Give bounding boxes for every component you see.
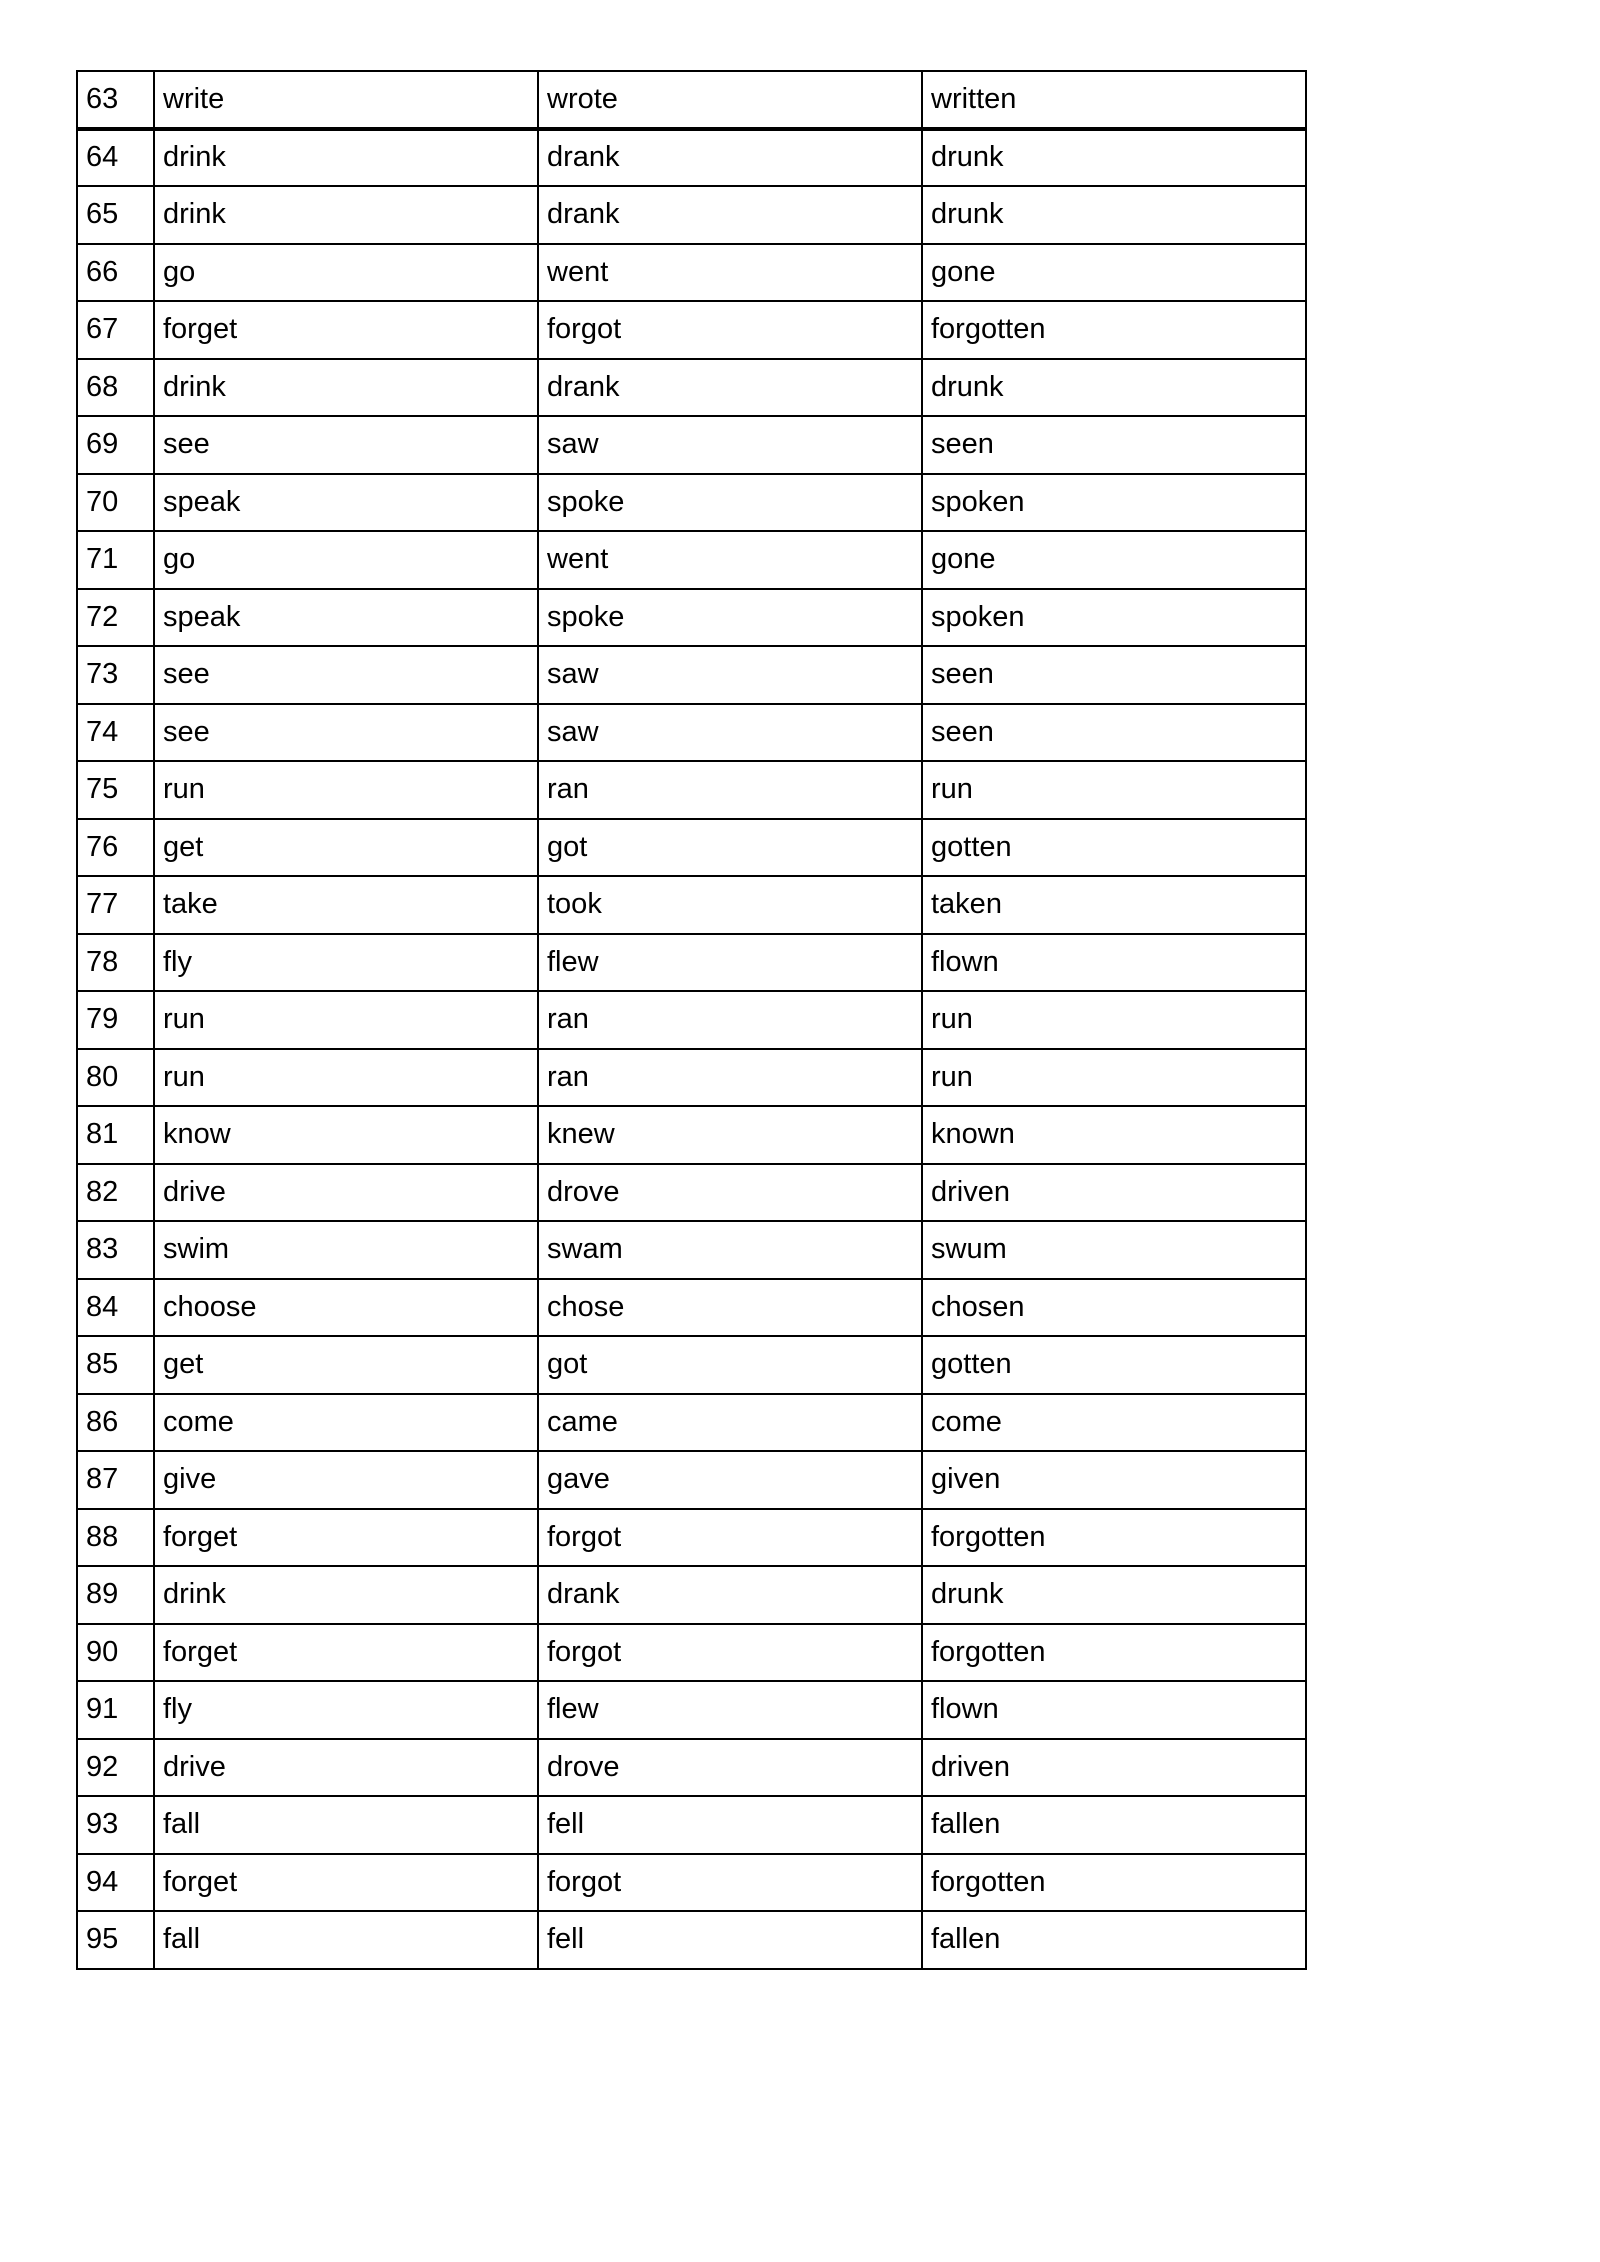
past-simple-cell: got [538,819,922,877]
past-simple-cell: drank [538,129,922,187]
past-participle-cell: seen [922,416,1306,474]
past-simple-cell: saw [538,704,922,762]
base-form-cell: fly [154,934,538,992]
base-form-cell: speak [154,474,538,532]
past-participle-cell: chosen [922,1279,1306,1337]
past-participle-cell: flown [922,934,1306,992]
base-form-cell: drink [154,186,538,244]
past-simple-cell: spoke [538,474,922,532]
table-row [77,1854,1306,1912]
past-simple-cell: got [538,1336,922,1394]
row-number-cell: 89 [77,1566,154,1624]
table-row [77,704,1306,762]
table-row [77,1566,1306,1624]
table-row [77,1451,1306,1509]
past-participle-cell: swum [922,1221,1306,1279]
table-row [77,474,1306,532]
row-number-cell: 73 [77,646,154,704]
past-simple-cell: gave [538,1451,922,1509]
past-simple-cell: forgot [538,1854,922,1912]
past-participle-cell: forgotten [922,301,1306,359]
table-row [77,244,1306,302]
row-number-cell: 87 [77,1451,154,1509]
verb-table [76,70,1307,1970]
table-row [77,186,1306,244]
past-participle-cell: spoken [922,474,1306,532]
past-participle-cell: known [922,1106,1306,1164]
row-number-cell: 68 [77,359,154,417]
past-participle-cell: given [922,1451,1306,1509]
base-form-cell: drive [154,1739,538,1797]
past-participle-cell: drunk [922,359,1306,417]
row-number-cell: 64 [77,129,154,187]
table-row [77,1509,1306,1567]
base-form-cell: drink [154,359,538,417]
past-participle-cell: driven [922,1164,1306,1222]
row-number-cell: 63 [77,71,154,129]
table-row [77,1681,1306,1739]
table-row [77,1221,1306,1279]
row-number-cell: 86 [77,1394,154,1452]
row-number-cell: 69 [77,416,154,474]
past-simple-cell: fell [538,1796,922,1854]
row-number-cell: 85 [77,1336,154,1394]
row-number-cell: 88 [77,1509,154,1567]
row-number-cell: 94 [77,1854,154,1912]
table-row [77,761,1306,819]
past-participle-cell: run [922,761,1306,819]
past-simple-cell: chose [538,1279,922,1337]
table-row [77,1336,1306,1394]
past-simple-cell: ran [538,1049,922,1107]
past-participle-cell: seen [922,704,1306,762]
table-row [77,1394,1306,1452]
row-number-cell: 65 [77,186,154,244]
past-simple-cell: saw [538,646,922,704]
past-participle-cell: fallen [922,1911,1306,1969]
row-number-cell: 78 [77,934,154,992]
table-row [77,876,1306,934]
table-row [77,301,1306,359]
base-form-cell: drink [154,129,538,187]
base-form-cell: get [154,819,538,877]
past-participle-cell: taken [922,876,1306,934]
past-participle-cell: forgotten [922,1624,1306,1682]
base-form-cell: run [154,991,538,1049]
past-simple-cell: forgot [538,1509,922,1567]
row-number-cell: 92 [77,1739,154,1797]
past-participle-cell: written [922,71,1306,129]
table-row [77,819,1306,877]
row-number-cell: 80 [77,1049,154,1107]
past-simple-cell: saw [538,416,922,474]
past-participle-cell: flown [922,1681,1306,1739]
base-form-cell: run [154,761,538,819]
row-number-cell: 76 [77,819,154,877]
past-simple-cell: went [538,244,922,302]
past-participle-cell: come [922,1394,1306,1452]
base-form-cell: go [154,531,538,589]
row-number-cell: 81 [77,1106,154,1164]
past-simple-cell: went [538,531,922,589]
base-form-cell: go [154,244,538,302]
past-simple-cell: flew [538,1681,922,1739]
past-participle-cell: run [922,991,1306,1049]
table-row [77,359,1306,417]
table-row [77,589,1306,647]
table-row [77,129,1306,187]
past-simple-cell: spoke [538,589,922,647]
row-number-cell: 66 [77,244,154,302]
base-form-cell: swim [154,1221,538,1279]
past-simple-cell: drank [538,359,922,417]
row-number-cell: 82 [77,1164,154,1222]
base-form-cell: speak [154,589,538,647]
row-number-cell: 67 [77,301,154,359]
verb-table-body [77,71,1306,1969]
table-row [77,1739,1306,1797]
past-participle-cell: driven [922,1739,1306,1797]
past-simple-cell: took [538,876,922,934]
base-form-cell: write [154,71,538,129]
row-number-cell: 90 [77,1624,154,1682]
row-number-cell: 84 [77,1279,154,1337]
past-simple-cell: forgot [538,1624,922,1682]
table-row [77,991,1306,1049]
base-form-cell: forget [154,1854,538,1912]
past-simple-cell: came [538,1394,922,1452]
table-row [77,416,1306,474]
past-participle-cell: drunk [922,186,1306,244]
row-number-cell: 71 [77,531,154,589]
past-participle-cell: forgotten [922,1509,1306,1567]
table-row [77,1796,1306,1854]
past-participle-cell: fallen [922,1796,1306,1854]
past-simple-cell: ran [538,991,922,1049]
row-number-cell: 83 [77,1221,154,1279]
base-form-cell: see [154,416,538,474]
table-row [77,1049,1306,1107]
base-form-cell: see [154,646,538,704]
past-participle-cell: run [922,1049,1306,1107]
table-row [77,1911,1306,1969]
past-participle-cell: gotten [922,1336,1306,1394]
past-simple-cell: ran [538,761,922,819]
row-number-cell: 93 [77,1796,154,1854]
past-simple-cell: drove [538,1164,922,1222]
past-simple-cell: forgot [538,301,922,359]
past-simple-cell: drank [538,186,922,244]
past-simple-cell: drove [538,1739,922,1797]
base-form-cell: fly [154,1681,538,1739]
past-participle-cell: forgotten [922,1854,1306,1912]
base-form-cell: forget [154,1624,538,1682]
base-form-cell: drink [154,1566,538,1624]
base-form-cell: come [154,1394,538,1452]
past-simple-cell: knew [538,1106,922,1164]
past-simple-cell: drank [538,1566,922,1624]
base-form-cell: run [154,1049,538,1107]
row-number-cell: 77 [77,876,154,934]
table-row [77,934,1306,992]
row-number-cell: 74 [77,704,154,762]
past-participle-cell: drunk [922,1566,1306,1624]
base-form-cell: take [154,876,538,934]
table-row [77,531,1306,589]
past-participle-cell: spoken [922,589,1306,647]
row-number-cell: 91 [77,1681,154,1739]
row-number-cell: 70 [77,474,154,532]
past-simple-cell: fell [538,1911,922,1969]
past-simple-cell: flew [538,934,922,992]
base-form-cell: give [154,1451,538,1509]
table-row [77,1624,1306,1682]
base-form-cell: fall [154,1796,538,1854]
row-number-cell: 95 [77,1911,154,1969]
table-row [77,1164,1306,1222]
past-participle-cell: seen [922,646,1306,704]
table-row [77,1279,1306,1337]
base-form-cell: drive [154,1164,538,1222]
base-form-cell: choose [154,1279,538,1337]
base-form-cell: see [154,704,538,762]
past-simple-cell: swam [538,1221,922,1279]
base-form-cell: get [154,1336,538,1394]
past-simple-cell: wrote [538,71,922,129]
past-participle-cell: gotten [922,819,1306,877]
base-form-cell: forget [154,301,538,359]
table-row [77,646,1306,704]
past-participle-cell: drunk [922,129,1306,187]
table-row [77,71,1306,129]
past-participle-cell: gone [922,531,1306,589]
row-number-cell: 72 [77,589,154,647]
row-number-cell: 79 [77,991,154,1049]
base-form-cell: forget [154,1509,538,1567]
past-participle-cell: gone [922,244,1306,302]
base-form-cell: know [154,1106,538,1164]
base-form-cell: fall [154,1911,538,1969]
table-row [77,1106,1306,1164]
row-number-cell: 75 [77,761,154,819]
